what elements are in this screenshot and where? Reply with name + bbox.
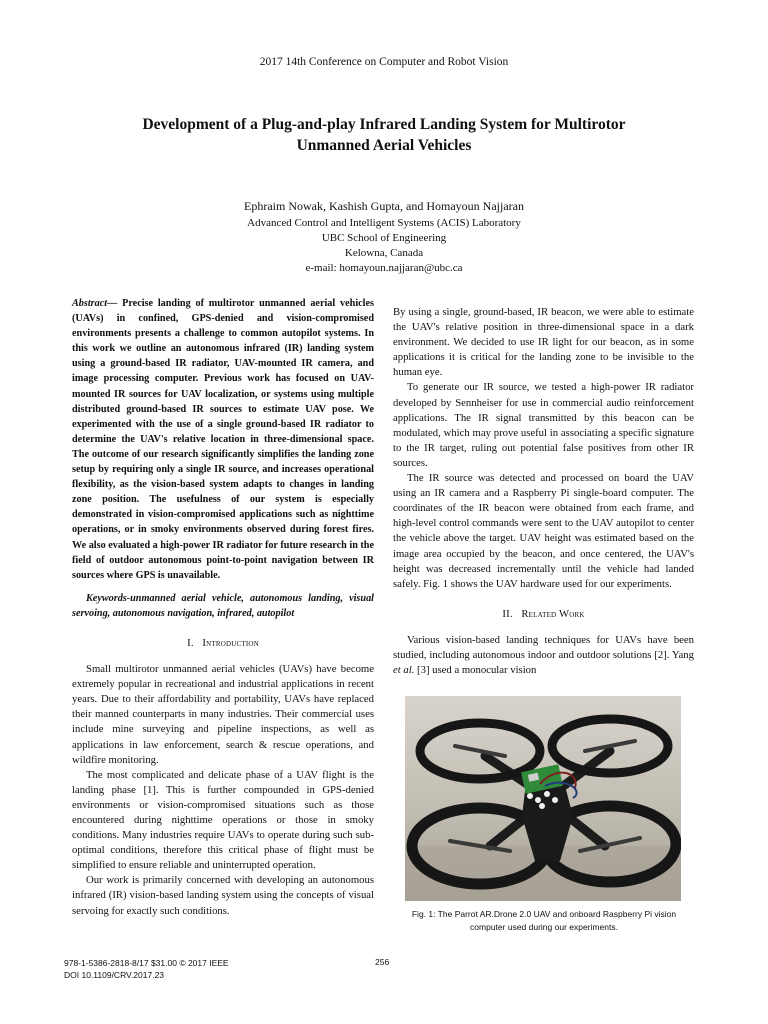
title-line-2: Unmanned Aerial Vehicles	[296, 137, 472, 154]
section-number: I.	[187, 636, 194, 649]
affiliation-school: UBC School of Engineering	[321, 232, 447, 244]
affiliation-location: Kelowna, Canada	[344, 247, 424, 259]
keywords: Keywords-unmanned aerial vehicle, autonomous landing, visual servoing, autonomous navigation, infrared, autopilot	[72, 592, 374, 619]
right-column	[393, 305, 694, 678]
body-paragraph-1: By using a single, ground-based, IR beacon, we were able to estimate the UAV's relative position in three-dimensional space in a dark environment. We decided to use IR light for our beacon, as in some applications it is critical for the landing zone to be invisible to the human eye.	[393, 306, 694, 379]
section-heading-introduction	[72, 636, 374, 651]
intro-paragraph-1: Small multirotor unmanned aerial vehicles (UAVs) have become extremely popular in recreational and industrial applications in recent years. Due to their affordability and portability, UAVs have replaced their manned counterparts in many industries. Their commercial uses include mine surveying and pipeline inspections, as well as applications in law enforcement, search & rescue operations, and wildfire monitoring.	[72, 663, 374, 766]
footer-doi: DOI 10.1109/CRV.2017.23	[64, 970, 165, 980]
author-list: Ephraim Nowak, Kashish Gupta, and Homayoun Najjaran	[244, 199, 524, 213]
abstract	[72, 296, 374, 583]
intro-paragraph-3: Our work is primarily concerned with developing an autonomous infrared (IR) vision-based landing system using the concepts of visual servoing for exactly such conditions.	[72, 874, 374, 917]
related-work-paragraph: Various vision-based landing techniques for UAVs have been studied, including autonomous indoor and outdoor solutions [2]. Yang et al. [3] used a monocular vision	[393, 633, 694, 677]
abstract-label: Abstract—	[72, 298, 118, 309]
paper-title	[70, 114, 698, 156]
figure-drone-photo	[405, 696, 681, 901]
affiliation-lab: Advanced Control and Intelligent Systems (ACIS) Laboratory	[247, 217, 521, 229]
figure-caption: Fig. 1: The Parrot AR.Drone 2.0 UAV and onboard Raspberry Pi vision computer used during our experiments.	[411, 909, 677, 932]
left-column	[72, 296, 374, 919]
section-title: Related Work	[521, 607, 585, 620]
footer-isbn: 978-1-5386-2818-8/17 $31.00 © 2017 IEEE	[64, 958, 229, 968]
intro-paragraph-2: The most complicated and delicate phase of a UAV flight is the landing phase [1]. This is further compounded in GPS-denied environments or vision-compromised situations such as those encountered during nighttime operations or those in smoky conditions. Many industries require UAVs to operate during such sub-optimal conditions, therefore this critical phase of flight must be simplified to ensure reliable and uninterrupted operation.	[72, 768, 374, 872]
footer-copyright	[64, 957, 229, 981]
author-email: e-mail: homayoun.najjaran@ubc.ca	[305, 262, 463, 274]
body-paragraph-3: The IR source was detected and processed on board the UAV using an IR camera and a Raspberry Pi single-board computer. The coordinates of the IR beacon were obtained from each frame, and high-level control commands were sent to the UAV autopilot to center the vehicle above the target. UAV height was estimated based on the image area occupied by the beacon, and once centered, the UAV's height was decreased incrementally until the vehicle had landed safely. Fig. 1 shows the UAV hardware used for our experiments.	[393, 472, 694, 590]
body-paragraph-2: To generate our IR source, we tested a high-power IR radiator developed by Sennheiser for use in commercial audio reinforcement applications. The IR signal transmitted by this beacon can be modulated, which may prove useful in associating a specific signature to the IR target, ruling out potential false positives from other IR sources.	[393, 381, 694, 469]
page-number: 256	[375, 957, 390, 967]
drone-illustration	[405, 696, 681, 901]
section-heading-related-work	[393, 607, 694, 622]
section-number: II.	[502, 607, 513, 620]
conference-header: 2017 14th Conference on Computer and Robot Vision	[259, 56, 509, 68]
title-line-1: Development of a Plug-and-play Infrared Landing System for Multirotor	[142, 116, 626, 133]
section-title: Introduction	[202, 636, 259, 649]
abstract-text: Precise landing of multirotor unmanned aerial vehicles (UAVs) in confined, GPS-denied and vision-compromised environments presents a challenge to common autopilot systems. In this work we outline an autonomous infrared (IR) landing system using a ground-based IR radiator, UAV-mounted IR camera, and image processing computer. Previous work has focused on UAV-mounted IR sources for UAV localization, or systems using multiple distributed ground-based IR sources to estimate UAV pose. We experimented with the use of a single ground-based IR radiator to determine the UAV's relative location in three-dimensional space. The outcome of our research significantly simplifies the landing zone setup by requiring only a single IR source, and increases operational flexibility, as the vision-based system adapts to changes in landing zone position. The usefulness of our system is especially demonstrated in vision-compromised applications such as nighttime operations, or in smoky environments observed during forest fires. We also evaluated a high-power IR radiator for future research in the field of outdoor autonomous point-to-point navigation between IR sources where GPS is unavailable.	[72, 298, 374, 581]
